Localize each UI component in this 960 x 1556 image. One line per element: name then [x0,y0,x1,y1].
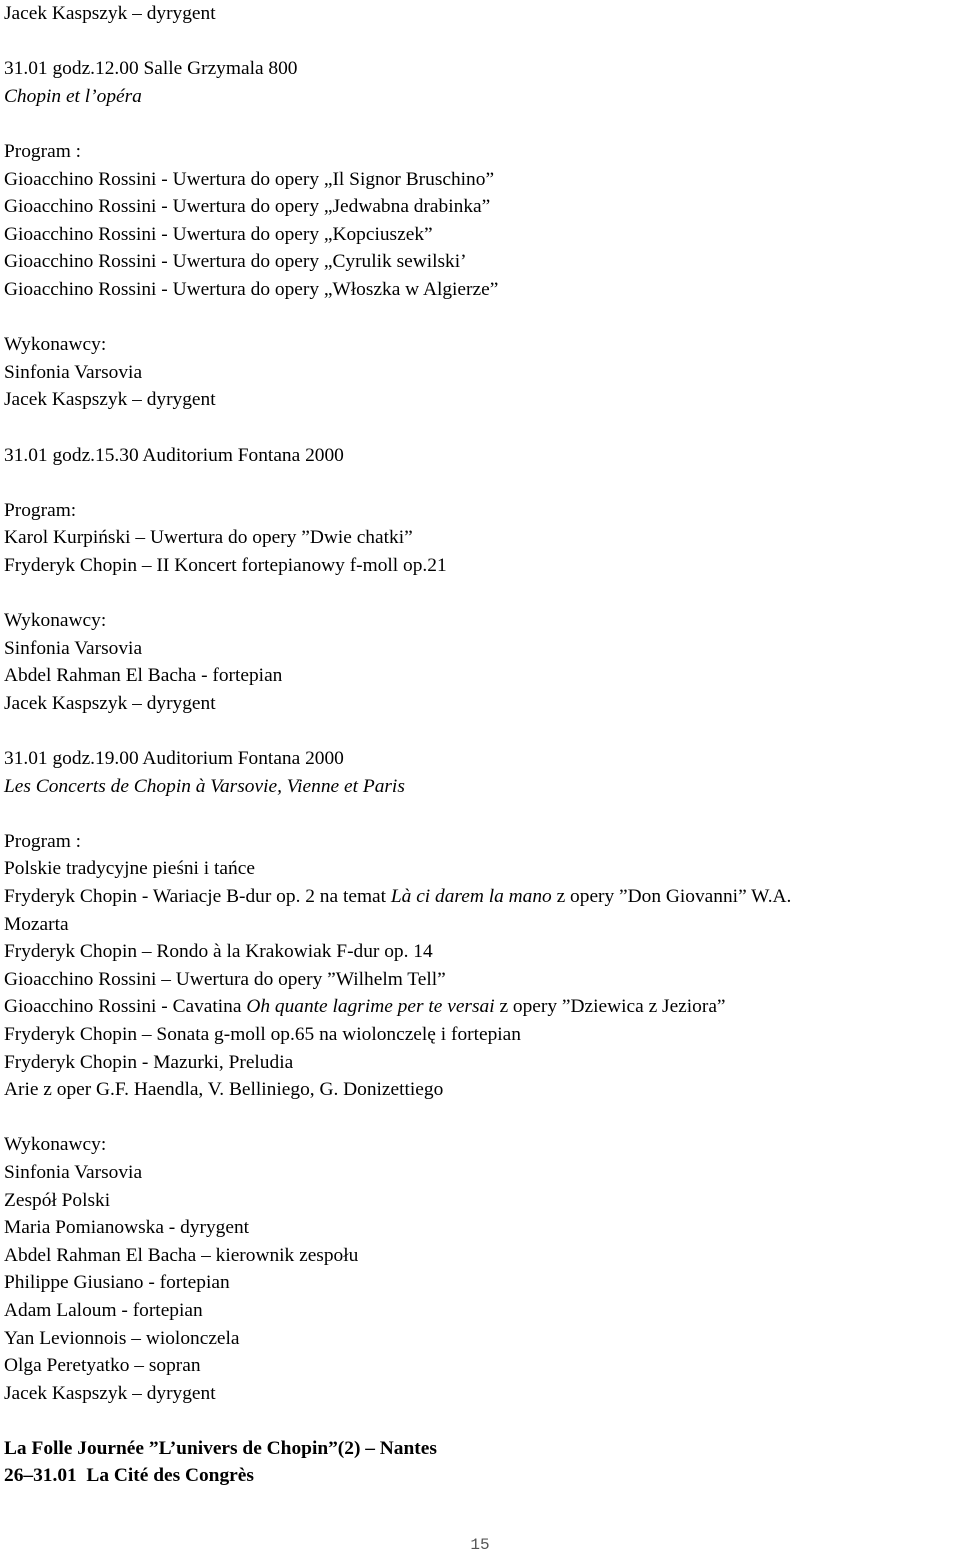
concert-section-3 [4,745,954,1407]
program-text: z opery ”Dziewica z Jeziora” [494,996,726,1018]
concert-section-1 [4,55,954,414]
concert-title: Chopin et l’opéra [4,85,142,107]
festival-dates: 26–31.01 La Cité des Congrès [4,1465,254,1487]
program-item: Fryderyk Chopin – II Koncert fortepianowy f-moll op.21 [4,554,447,576]
program-item: Karol Kurpiński – Uwertura do opery ”Dwie chatki” [4,527,413,549]
program-item [4,883,954,911]
performer: Jacek Kaspszyk – dyrygent [4,1382,216,1404]
performer: Adam Laloum - fortepian [4,1299,203,1321]
program-item: Gioacchino Rossini – Uwertura do opery ”Wilhelm Tell” [4,968,446,990]
program-item: Gioacchino Rossini - Uwertura do opery „Jedwabna drabinka” [4,196,491,218]
performer: Zespół Polski [4,1189,111,1211]
program-item: Fryderyk Chopin – Rondo à la Krakowiak F-dur op. 14 [4,941,433,963]
performer: Abdel Rahman El Bacha – kierownik zespołu [4,1244,359,1266]
concert-section-2 [4,442,954,718]
program-item: Polskie tradycyjne pieśni i tańce [4,858,255,880]
program-item-continuation: Mozarta [4,913,69,935]
concert-header: 31.01 godz.12.00 Salle Grzymala 800 [4,58,298,80]
performers-label: Wykonawcy: [4,610,107,632]
performer: Jacek Kaspszyk – dyrygent [4,692,216,714]
performer: Sinfonia Varsovia [4,361,143,383]
program-item: Arie z oper G.F. Haendla, V. Belliniego, G. Donizettiego [4,1079,444,1101]
program-text: z opery ”Don Giovanni” W.A. [551,886,792,907]
program-item: Gioacchino Rossini - Uwertura do opery „Il Signor Bruschino” [4,168,495,190]
performer: Jacek Kaspszyk – dyrygent [4,389,216,411]
program-label: Program: [4,499,77,521]
festival-title: La Folle Journée ”L’univers de Chopin”(2) – Nantes [4,1437,437,1459]
text-line: Jacek Kaspszyk – dyrygent [4,3,216,24]
performer: Sinfonia Varsovia [4,637,143,659]
program-item: Gioacchino Rossini - Uwertura do opery „Kopciuszek” [4,223,433,245]
page-number: 15 [470,1536,490,1554]
performers-label: Wykonawcy: [4,1134,107,1156]
performer: Philippe Giusiano - fortepian [4,1272,230,1294]
concert-header: 31.01 godz.19.00 Auditorium Fontana 2000 [4,748,344,770]
performer: Sinfonia Varsovia [4,1161,143,1183]
document-page [4,0,954,1490]
concert-title: Les Concerts de Chopin à Varsovie, Vienne et Paris [4,775,405,797]
program-text: Fryderyk Chopin - Wariacje B-dur op. 2 na temat [4,886,391,907]
concert-header: 31.01 godz.15.30 Auditorium Fontana 2000 [4,444,344,466]
aria-title: Oh quante lagrime per te versai [246,996,495,1018]
performer: Yan Levionnois – wiolonczela [4,1327,240,1349]
program-item: Fryderyk Chopin - Mazurki, Preludia [4,1051,294,1073]
program-item [4,993,954,1021]
program-item: Fryderyk Chopin – Sonata g-moll op.65 na wiolonczelę i fortepian [4,1023,521,1045]
performer: Olga Peretyatko – sopran [4,1355,201,1377]
performers-label: Wykonawcy: [4,334,107,356]
festival-section [4,1435,954,1490]
aria-title: Là ci darem la mano [390,886,552,907]
program-item: Gioacchino Rossini - Uwertura do opery „Włoszka w Algierze” [4,278,499,300]
program-text: Gioacchino Rossini - Cavatina [4,996,247,1018]
performer: Abdel Rahman El Bacha - fortepian [4,665,283,687]
performer: Maria Pomianowska - dyrygent [4,1217,250,1239]
program-label: Program : [4,830,82,852]
program-label: Program : [4,140,82,162]
program-item: Gioacchino Rossini - Uwertura do opery „Cyrulik sewilski’ [4,251,467,273]
